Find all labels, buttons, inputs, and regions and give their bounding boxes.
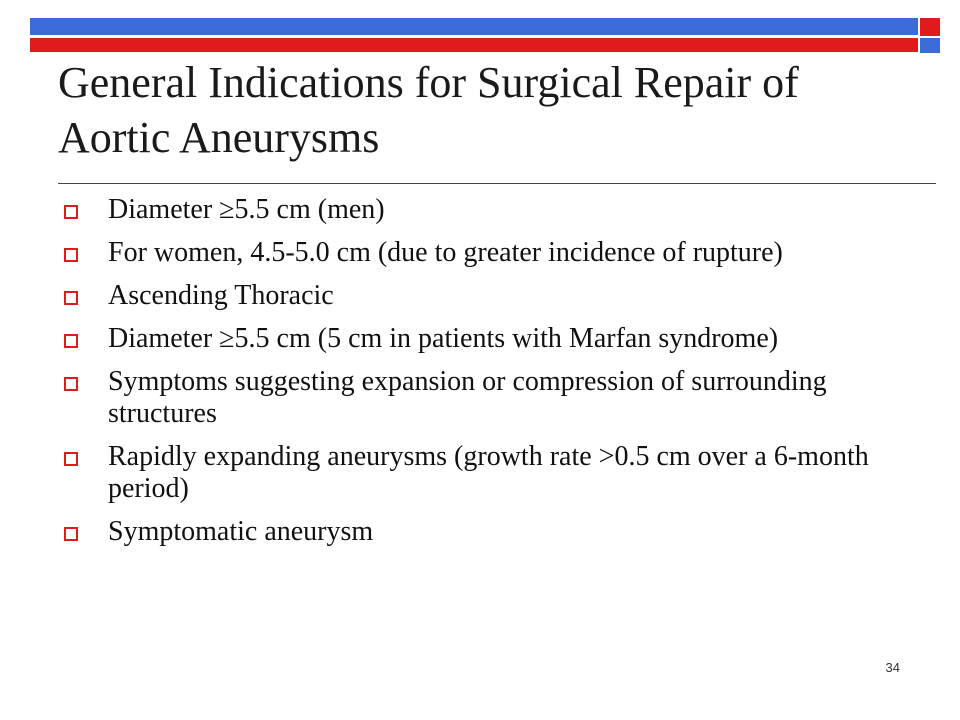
bullet-text: Rapidly expanding aneurysms (growth rate >0.5 cm over a 6-month period) bbox=[108, 441, 869, 504]
bullet-list bbox=[64, 194, 894, 559]
page-number: 34 bbox=[885, 660, 900, 675]
slide-title: General Indications for Surgical Repair of Aortic Aneurysms bbox=[58, 58, 799, 162]
title-divider bbox=[58, 183, 936, 184]
bullet-text: Diameter ≥5.5 cm (men) bbox=[108, 194, 385, 225]
header-bar-blue bbox=[30, 18, 918, 35]
square-bullet-icon bbox=[64, 205, 78, 219]
square-bullet-icon bbox=[64, 248, 78, 262]
header-square-red bbox=[920, 18, 940, 36]
header-square-blue bbox=[920, 38, 940, 53]
bullet-item bbox=[64, 323, 894, 355]
bullet-text: For women, 4.5-5.0 cm (due to greater incidence of rupture) bbox=[108, 237, 783, 268]
bullet-item bbox=[64, 194, 894, 226]
square-bullet-icon bbox=[64, 527, 78, 541]
bullet-item bbox=[64, 366, 894, 430]
bullet-text: Symptomatic aneurysm bbox=[108, 516, 374, 547]
bullet-text: Diameter ≥5.5 cm (5 cm in patients with Marfan syndrome) bbox=[108, 323, 779, 354]
bullet-text: Ascending Thoracic bbox=[108, 280, 334, 311]
bullet-item bbox=[64, 280, 894, 312]
square-bullet-icon bbox=[64, 291, 78, 305]
bullet-item bbox=[64, 516, 894, 548]
bullet-text: Symptoms suggesting expansion or compression of surrounding structures bbox=[108, 366, 827, 429]
square-bullet-icon bbox=[64, 334, 78, 348]
header-bar-red bbox=[30, 38, 918, 52]
square-bullet-icon bbox=[64, 377, 78, 391]
bullet-item bbox=[64, 441, 894, 505]
square-bullet-icon bbox=[64, 452, 78, 466]
bullet-item bbox=[64, 237, 894, 269]
